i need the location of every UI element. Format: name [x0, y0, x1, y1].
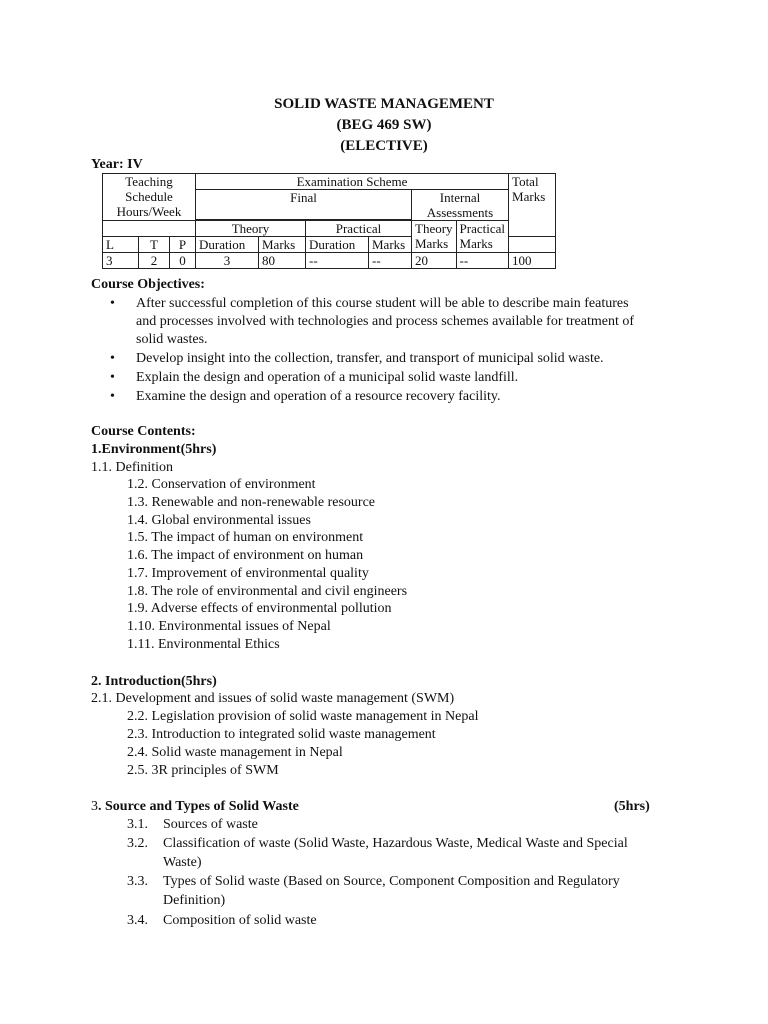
examination-scheme-table: [102, 173, 556, 269]
value-theory-marks: 80: [259, 253, 306, 269]
value-l: 3: [103, 253, 139, 269]
section-3-item-text: Waste): [163, 855, 202, 870]
section-1-item: 1.1. Definition: [91, 460, 174, 475]
section-3-item-text: Definition): [163, 893, 226, 908]
section-1-item: 1.11. Environmental Ethics: [127, 637, 280, 652]
section-1-item: 1.4. Global environmental issues: [127, 513, 311, 528]
section-2-item: 2.4. Solid waste management in Nepal: [127, 745, 343, 760]
section-1-title: 1.Environment(5hrs): [91, 442, 217, 457]
teaching-schedule-header: Teaching Schedule Hours/Week: [103, 174, 196, 221]
value-p: 0: [169, 253, 195, 269]
section-2-item: 2.3. Introduction to integrated solid waste management: [127, 727, 436, 742]
section-3-item: 3.2.: [127, 836, 148, 851]
section-3-item-text: Classification of waste (Solid Waste, Hazardous Waste, Medical Waste and Special: [163, 836, 628, 851]
section-1-item: 1.7. Improvement of environmental quality: [127, 566, 369, 581]
list-item: • After successful completion of this course student will be able to describe main features and processes involved with technologies and process schemes available for treatment of solid wastes.: [110, 296, 635, 347]
section-3-item: 3.1.: [127, 817, 148, 832]
col-p: P: [169, 237, 195, 253]
col-theory-duration: Duration: [196, 237, 259, 253]
section-3-hours: (5hrs): [614, 799, 650, 814]
bullet-icon: •: [110, 296, 115, 311]
contents-heading: Course Contents:: [91, 424, 196, 439]
objectives-list: [110, 295, 710, 407]
col-t: T: [138, 237, 169, 253]
section-1-item: 1.10. Environmental issues of Nepal: [127, 619, 331, 634]
section-1-item: 1.2. Conservation of environment: [127, 477, 316, 492]
section-1-item: 1.9. Adverse effects of environmental pollution: [127, 601, 392, 616]
theory-header: Theory: [196, 221, 306, 237]
section-3-item: 3.3.: [127, 874, 148, 889]
col-practical-duration: Duration: [306, 237, 369, 253]
final-header: Final: [196, 190, 412, 220]
internal-assessments-header: Internal Assessments: [412, 190, 509, 221]
value-theory-duration: 3: [196, 253, 259, 269]
section-2-item: 2.2. Legislation provision of solid waste management in Nepal: [127, 709, 479, 724]
total-marks-header: Total Marks: [509, 174, 556, 237]
bullet-icon: •: [110, 351, 115, 366]
practical-header: Practical: [306, 221, 412, 237]
list-item: • Explain the design and operation of a municipal solid waste landfill.: [110, 370, 519, 385]
section-1-item: 1.3. Renewable and non-renewable resource: [127, 495, 376, 510]
section-3-title: 3. Source and Types of Solid Waste: [91, 799, 299, 814]
bullet-icon: •: [110, 370, 115, 385]
list-item: • Examine the design and operation of a resource recovery facility.: [110, 389, 501, 404]
course-title: SOLID WASTE MANAGEMENT: [274, 96, 494, 112]
course-code: (BEG 469 SW): [336, 117, 432, 133]
value-t: 2: [138, 253, 169, 269]
value-internal-practical: --: [456, 253, 508, 269]
section-2-title: 2. Introduction(5hrs): [91, 674, 217, 689]
course-type: (ELECTIVE): [340, 138, 428, 154]
value-internal-theory: 20: [412, 253, 457, 269]
objectives-heading: Course Objectives:: [91, 277, 205, 292]
section-1-item: 1.6. The impact of environment on human: [127, 548, 364, 563]
section-3-item-text: Composition of solid waste: [163, 913, 317, 928]
table-row: [103, 253, 556, 269]
section-2-item: 2.5. 3R principles of SWM: [127, 763, 279, 778]
list-item: • Develop insight into the collection, transfer, and transport of municipal solid waste.: [110, 351, 604, 366]
value-practical-marks: --: [369, 253, 412, 269]
section-3-item-text: Types of Solid waste (Based on Source, Component Composition and Regulatory: [163, 874, 620, 889]
section-1-item: 1.5. The impact of human on environment: [127, 530, 364, 545]
value-practical-duration: --: [306, 253, 369, 269]
bullet-icon: •: [110, 389, 115, 404]
section-3-item: 3.4.: [127, 913, 148, 928]
examination-scheme-header: Examination Scheme: [196, 174, 509, 190]
col-theory-marks: Marks: [259, 237, 306, 253]
internal-practical-header: Practical Marks: [456, 221, 508, 253]
value-total-marks: 100: [509, 253, 556, 269]
section-2-item: 2.1. Development and issues of solid waste management (SWM): [91, 691, 455, 706]
section-1-item: 1.8. The role of environmental and civil engineers: [127, 584, 408, 599]
col-practical-marks: Marks: [369, 237, 412, 253]
section-3-item-text: Sources of waste: [163, 817, 258, 832]
year-label: Year: IV: [91, 157, 143, 172]
col-l: L: [103, 237, 139, 253]
internal-theory-header: Theory Marks: [412, 221, 457, 253]
